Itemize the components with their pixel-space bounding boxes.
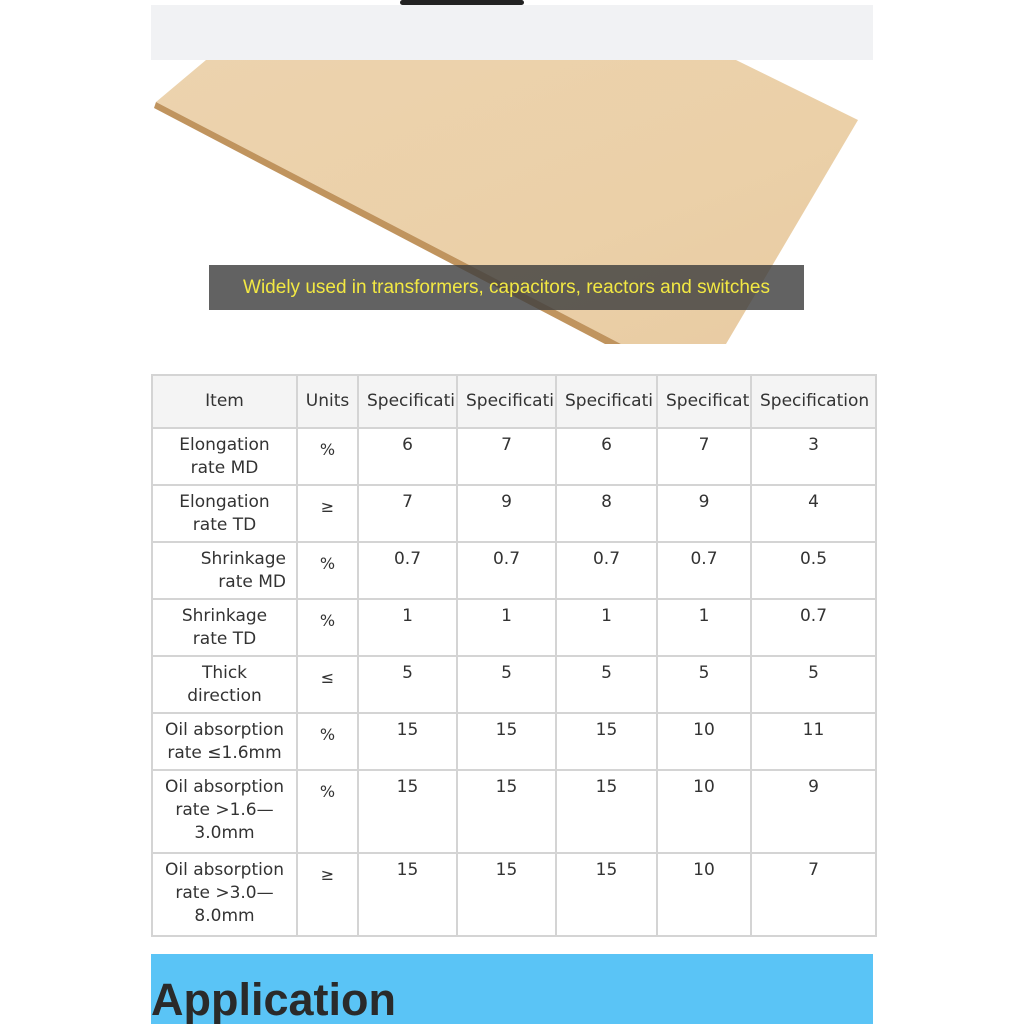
row-item: [152, 853, 297, 936]
row-value: 9: [751, 770, 876, 853]
row-unit: ≤: [297, 656, 358, 713]
row-value: 0.7: [657, 542, 751, 599]
row-value: 9: [457, 485, 556, 542]
row-value: 8: [556, 485, 657, 542]
item-line: rate TD: [192, 515, 257, 535]
row-value: 15: [358, 770, 457, 853]
row-item: [152, 428, 297, 485]
table-row: [152, 713, 876, 770]
application-section-header: [151, 954, 873, 1024]
item-line: Oil absorption: [164, 777, 285, 797]
product-hero-image: [151, 5, 873, 344]
row-unit: %: [297, 713, 358, 770]
row-value: 5: [751, 656, 876, 713]
item-line: Elongation: [179, 492, 270, 512]
item-line: rate MD: [190, 458, 259, 478]
row-value: 7: [657, 428, 751, 485]
item-line: rate ≤1.6mm: [167, 743, 282, 763]
item-line: rate MD: [218, 572, 286, 592]
header-spec-3: Specificati: [556, 375, 657, 428]
row-item: [152, 713, 297, 770]
row-value: 15: [358, 853, 457, 936]
row-value: 15: [457, 713, 556, 770]
item-line: Shrinkage: [181, 606, 268, 626]
row-value: 5: [657, 656, 751, 713]
row-unit: %: [297, 770, 358, 853]
row-value: 0.7: [751, 599, 876, 656]
table-row: [152, 485, 876, 542]
row-value: 3: [751, 428, 876, 485]
item-line: direction: [187, 686, 262, 706]
row-value: 15: [358, 713, 457, 770]
table-row: [152, 599, 876, 656]
row-value: 6: [556, 428, 657, 485]
item-line: rate TD: [192, 629, 257, 649]
row-value: 5: [556, 656, 657, 713]
row-item: [152, 656, 297, 713]
row-value: 7: [358, 485, 457, 542]
application-title: Application: [151, 974, 396, 1024]
item-line: Shrinkage: [200, 549, 286, 569]
row-value: 10: [657, 853, 751, 936]
row-item: [152, 485, 297, 542]
row-value: 4: [751, 485, 876, 542]
hero-caption: Widely used in transformers, capacitors, reactors and switches: [209, 265, 804, 310]
header-spec-5: Specification: [751, 375, 876, 428]
row-value: 7: [751, 853, 876, 936]
row-unit: %: [297, 428, 358, 485]
specification-table: [151, 374, 877, 937]
header-spec-1: Specificati: [358, 375, 457, 428]
table-row: [152, 770, 876, 853]
row-value: 10: [657, 713, 751, 770]
header-item: Item: [152, 375, 297, 428]
header-spec-4: Specificat: [657, 375, 751, 428]
row-unit: ≥: [297, 485, 358, 542]
table-row: [152, 428, 876, 485]
row-value: 10: [657, 770, 751, 853]
row-value: 0.7: [358, 542, 457, 599]
row-value: 0.7: [457, 542, 556, 599]
row-value: 0.5: [751, 542, 876, 599]
row-unit: %: [297, 542, 358, 599]
row-value: 5: [457, 656, 556, 713]
item-line: rate >1.6—: [175, 800, 274, 820]
row-value: 9: [657, 485, 751, 542]
item-line: 8.0mm: [194, 906, 255, 926]
row-item: [152, 770, 297, 853]
row-value: 7: [457, 428, 556, 485]
row-value: 5: [358, 656, 457, 713]
row-value: 1: [657, 599, 751, 656]
row-unit: ≥: [297, 853, 358, 936]
table-row: [152, 656, 876, 713]
row-value: 1: [358, 599, 457, 656]
row-item: [152, 542, 297, 599]
item-line: rate >3.0—: [175, 883, 274, 903]
header-units: Units: [297, 375, 358, 428]
row-value: 15: [556, 853, 657, 936]
table-row: [152, 542, 876, 599]
item-line: Oil absorption: [164, 720, 285, 740]
row-value: 1: [556, 599, 657, 656]
row-value: 15: [457, 853, 556, 936]
header-spec-2: Specificati: [457, 375, 556, 428]
item-line: Thick: [201, 663, 248, 683]
item-line: Elongation: [179, 435, 270, 455]
row-value: 15: [457, 770, 556, 853]
row-value: 15: [556, 713, 657, 770]
row-value: 6: [358, 428, 457, 485]
row-unit: %: [297, 599, 358, 656]
item-line: 3.0mm: [194, 823, 255, 843]
table-header-row: [152, 375, 876, 428]
item-line: Oil absorption: [164, 860, 285, 880]
table-row: [152, 853, 876, 936]
row-value: 11: [751, 713, 876, 770]
row-value: 15: [556, 770, 657, 853]
row-item: [152, 599, 297, 656]
row-value: 0.7: [556, 542, 657, 599]
row-value: 1: [457, 599, 556, 656]
